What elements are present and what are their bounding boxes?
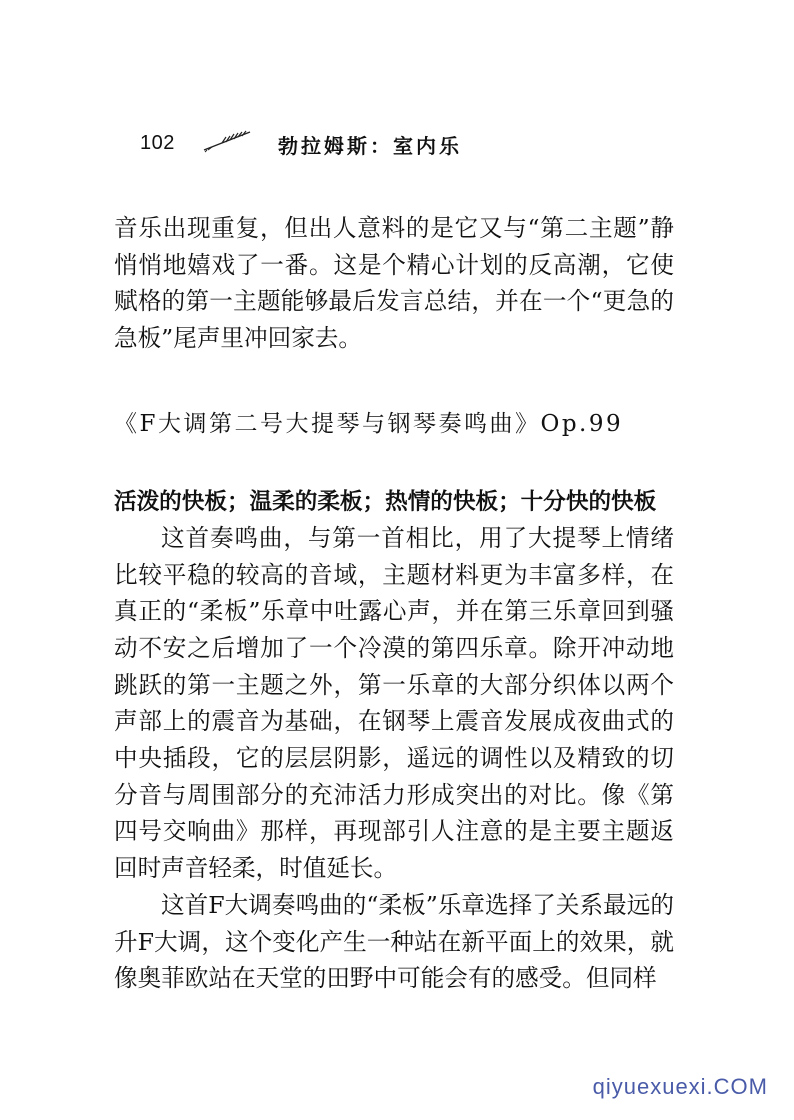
- body-paragraph-2: 这首F大调奏鸣曲的“柔板”乐章选择了关系最远的升F大调，这个变化产生一种站在新平面上的效果，就像奥菲欧站在天堂的田野中可能会有的感受。但同样: [114, 890, 674, 993]
- continuation-paragraph: 音乐出现重复，但出人意料的是它又与“第二主题”静悄悄地嬉戏了一番。这是个精心计划的反高潮，它使赋格的第一主题能够最后发言总结，并在一个“更急的急板”尾声里冲回家去。: [114, 214, 674, 353]
- tempo-markings: 活泼的快板；温柔的柔板；热情的快板；十分快的快板: [114, 488, 657, 515]
- site-watermark: qiyuexuexi.COM: [592, 1074, 768, 1099]
- body-paragraph-1: 这首奏鸣曲，与第一首相比，用了大提琴上情绪比较平稳的较高的音域，主题材料更为丰富多样，在真正的“柔板”乐章中吐露心声，并在第三乐章回到骚动不安之后增加了一个冷漠的第四乐章。除开冲动地跳跃的第一主题之外，第一乐章的大部分织体以两个声部上的震音为基础，在钢琴上震音发展成夜曲式的中央插段，它的层层阴影，遥远的调性以及精致的切分音与周围部分的充沛活力形成突出的对比。像《第四号交响曲》那样，再现部引人注意的是主要主题返回时声音轻柔，时值延长。: [114, 523, 674, 883]
- page-number: 102: [140, 132, 175, 154]
- running-title: 勃拉姆斯：室内乐: [278, 134, 462, 158]
- page-body: [114, 210, 674, 997]
- page-header: [140, 128, 700, 158]
- section-title: 《F大调第二号大提琴与钢琴奏鸣曲》Op.99: [114, 410, 624, 437]
- quill-ornament-icon: [202, 128, 254, 154]
